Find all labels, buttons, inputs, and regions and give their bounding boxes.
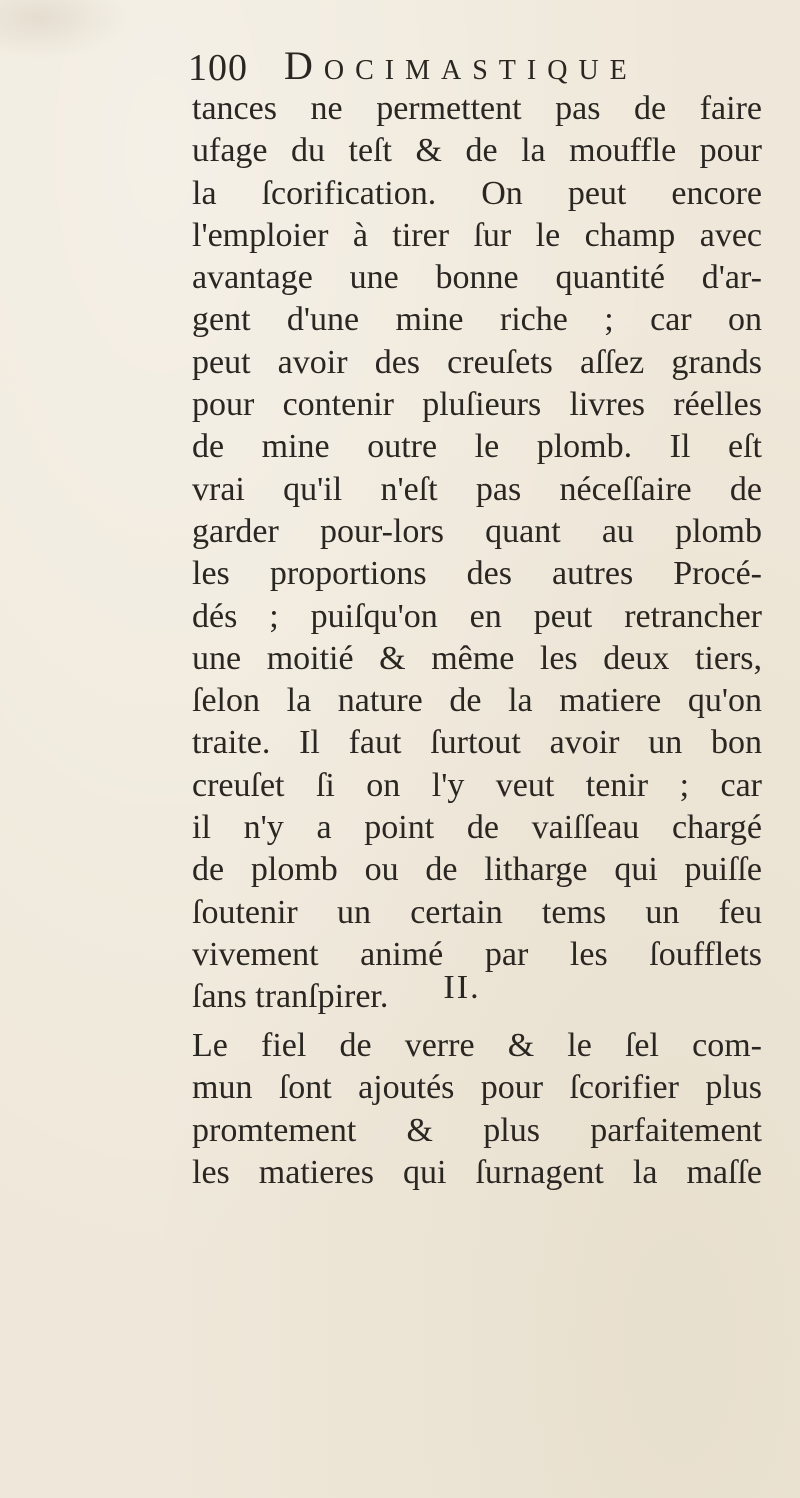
running-title: [284, 42, 638, 89]
text-line: ſans tranſpirer.: [192, 978, 389, 1016]
text-line: tances ne permettent pas de faire: [192, 90, 762, 127]
running-title-rest: OCIMASTIQUE: [323, 55, 638, 86]
running-title-initial: D: [284, 43, 324, 88]
text-line: de mine outre le plomb. Il eſt: [192, 428, 762, 466]
text-line: l'emploier à tirer ſur le champ avec: [192, 216, 762, 254]
text-line: peut avoir des creuſets aſſez grands: [192, 343, 762, 381]
paragraph-1: [192, 88, 762, 1019]
text-line: Le fiel de verre & le ſel com-: [192, 1027, 762, 1064]
paper-stain: [0, 0, 130, 60]
text-line: vivement animé par les ſoufflets: [192, 935, 762, 973]
text-line: dés ; puiſqu'on en peut retrancher: [192, 597, 762, 635]
text-line: avantage une bonne quantité d'ar-: [192, 259, 762, 297]
text-line: gent d'une mine riche ; car on: [192, 301, 762, 339]
text-line: ſelon la nature de la matiere qu'on: [192, 682, 762, 720]
text-line: il n'y a point de vaiſſeau chargé: [192, 809, 762, 847]
text-line: pour contenir pluſieurs livres réelles: [192, 386, 762, 424]
section-heading: II.: [443, 969, 481, 1006]
text-line: ufage du teſt & de la mouffle pour: [192, 132, 762, 170]
text-line: traite. Il faut ſurtout avoir un bon: [192, 724, 762, 762]
text-line: vrai qu'il n'eſt pas néceſſaire de: [192, 470, 762, 508]
text-line: garder pour-lors quant au plomb: [192, 512, 762, 550]
text-line: les proportions des autres Procé-: [192, 555, 762, 593]
paragraph-2: [192, 1025, 762, 1194]
page-header: [188, 42, 748, 92]
text-line: mun ſont ajoutés pour ſcorifier plus: [192, 1069, 762, 1107]
text-line: la ſcorification. On peut encore: [192, 174, 762, 212]
text-line: une moitié & même les deux tiers,: [192, 639, 762, 677]
text-line: creuſet ſi on l'y veut tenir ; car: [192, 766, 762, 804]
text-line: ſoutenir un certain tems un feu: [192, 893, 762, 931]
text-line: les matieres qui ſurnagent la maſſe: [192, 1153, 762, 1191]
text-line: promtement & plus parfaitement: [192, 1111, 762, 1149]
page-number: 100: [188, 47, 248, 89]
text-line: de plomb ou de litharge qui puiſſe: [192, 851, 762, 889]
